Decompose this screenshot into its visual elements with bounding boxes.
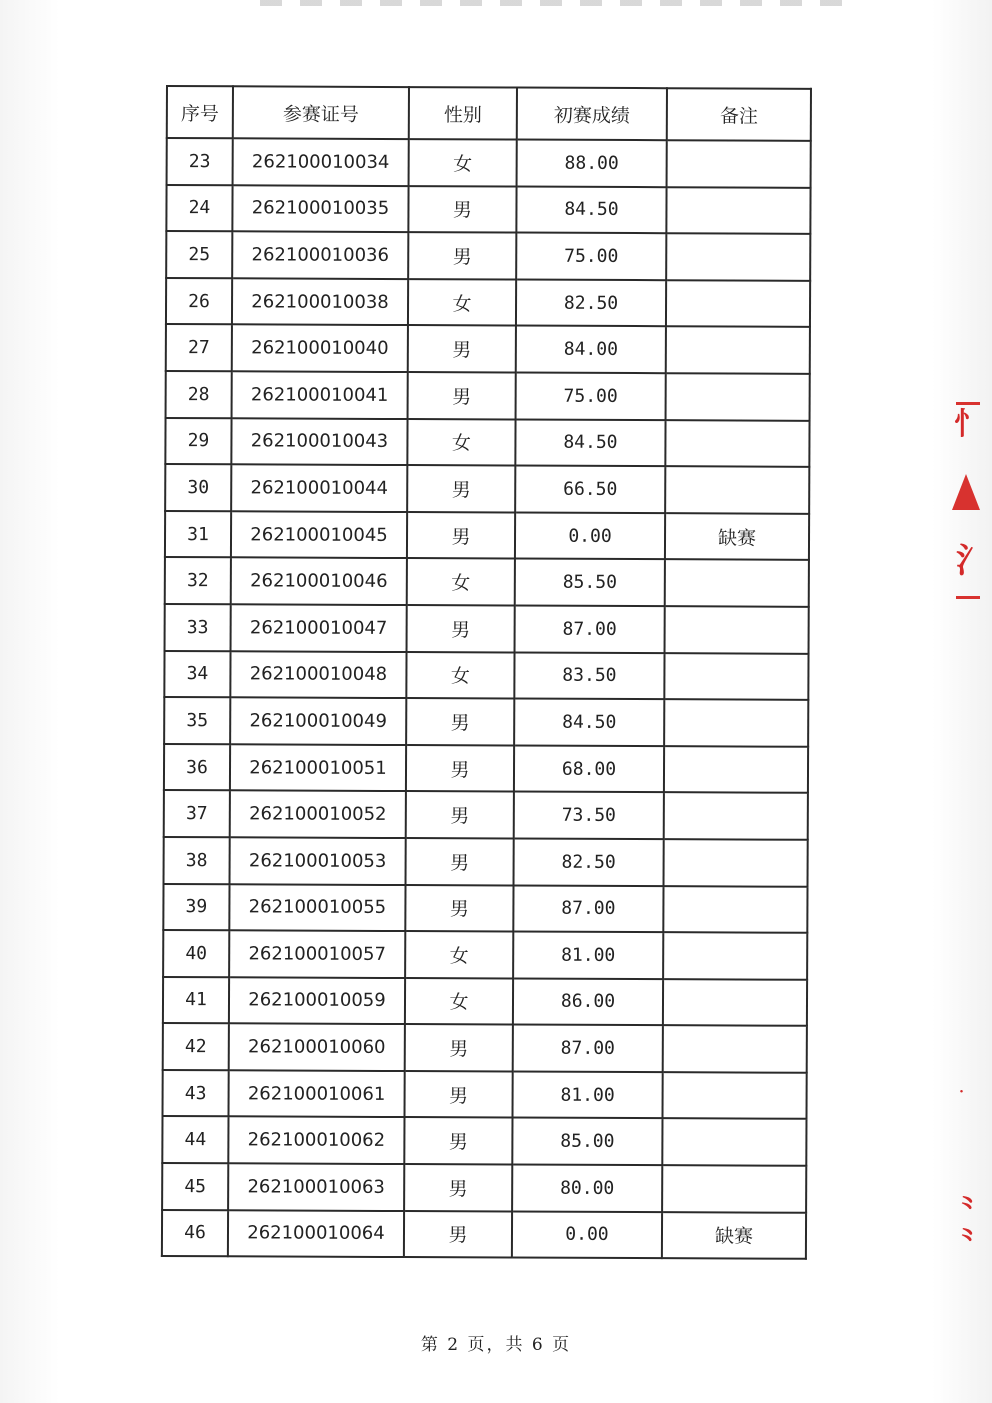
cell-no: 35 — [164, 697, 230, 744]
cell-score: 82.50 — [516, 279, 666, 326]
cell-note — [665, 466, 809, 513]
table-row — [166, 185, 810, 234]
cell-gender: 女 — [407, 419, 515, 466]
table-header-row — [167, 86, 811, 141]
cell-note — [665, 560, 809, 607]
cell-score: 87.00 — [513, 1025, 663, 1072]
cell-id: 262100010055 — [229, 884, 405, 931]
seal-line — [956, 402, 980, 405]
cell-gender: 女 — [409, 139, 517, 186]
cell-note — [666, 187, 810, 234]
cell-note — [662, 1165, 806, 1212]
cell-score: 82.50 — [514, 838, 664, 885]
cell-gender: 男 — [406, 791, 514, 838]
cell-id: 262100010040 — [232, 325, 408, 372]
cell-no: 27 — [166, 324, 232, 371]
table-row — [164, 651, 808, 700]
seal-mark: ⺖ — [954, 407, 984, 442]
cell-note — [663, 979, 807, 1026]
cell-note — [666, 327, 810, 374]
cell-note — [664, 839, 808, 886]
cell-score: 83.50 — [514, 652, 664, 699]
cell-score: 87.00 — [513, 885, 663, 932]
cell-id: 262100010036 — [232, 231, 408, 278]
cell-note — [666, 280, 810, 327]
cell-id: 262100010038 — [232, 278, 408, 325]
cell-id: 262100010061 — [228, 1070, 404, 1117]
seal-mark: ⺀ — [955, 1226, 982, 1256]
cell-score: 75.00 — [516, 372, 666, 419]
cell-id: 262100010034 — [233, 138, 409, 185]
cell-no: 46 — [162, 1210, 228, 1257]
cell-gender: 男 — [407, 512, 515, 559]
table-body — [162, 138, 811, 1259]
seal-mark: ˙ — [957, 1088, 966, 1109]
cell-id: 262100010052 — [230, 791, 406, 838]
cell-id: 262100010049 — [230, 697, 406, 744]
cell-gender: 男 — [408, 232, 516, 279]
table-row — [166, 278, 810, 327]
cell-no: 23 — [167, 138, 233, 185]
cell-note: 缺赛 — [665, 513, 809, 560]
table-row — [165, 464, 809, 513]
cell-score: 88.00 — [517, 140, 667, 187]
cell-id: 262100010057 — [229, 930, 405, 977]
cell-no: 43 — [162, 1070, 228, 1117]
table-row — [165, 557, 809, 606]
cell-note — [662, 1072, 806, 1119]
cell-id: 262100010041 — [232, 371, 408, 418]
header-no: 序号 — [167, 86, 233, 138]
cell-note — [665, 606, 809, 653]
cell-gender: 男 — [407, 605, 515, 652]
cell-gender: 男 — [407, 465, 515, 512]
cell-no: 34 — [164, 651, 230, 698]
cell-note: 缺赛 — [662, 1212, 806, 1259]
table-row — [164, 744, 808, 793]
cell-no: 32 — [165, 557, 231, 604]
table-row — [164, 697, 808, 746]
cell-no: 37 — [164, 790, 230, 837]
header-gender: 性别 — [409, 87, 517, 139]
table-row — [166, 231, 810, 280]
cell-gender: 女 — [405, 931, 513, 978]
cell-note — [663, 932, 807, 979]
cell-no: 28 — [166, 371, 232, 418]
cell-score: 86.00 — [513, 978, 663, 1025]
cell-gender: 女 — [405, 978, 513, 1025]
table-row — [162, 1116, 806, 1165]
table-row — [167, 138, 811, 187]
cell-score: 75.00 — [516, 233, 666, 280]
cell-gender: 男 — [406, 838, 514, 885]
cell-no: 42 — [163, 1023, 229, 1070]
cell-id: 262100010063 — [228, 1163, 404, 1210]
table-row — [165, 418, 809, 467]
cell-id: 262100010047 — [231, 604, 407, 651]
cell-note — [667, 140, 811, 187]
cell-id: 262100010043 — [231, 418, 407, 465]
cell-id: 262100010053 — [230, 837, 406, 884]
cell-no: 39 — [163, 883, 229, 930]
header-note: 备注 — [667, 88, 811, 141]
cell-note — [664, 792, 808, 839]
cell-note — [662, 1119, 806, 1166]
table-row — [165, 604, 809, 653]
table-row — [165, 511, 809, 560]
cell-id: 262100010035 — [232, 185, 408, 232]
table-row — [162, 1163, 806, 1212]
cell-no: 26 — [166, 278, 232, 325]
cell-gender: 男 — [408, 186, 516, 233]
cell-no: 24 — [166, 185, 232, 232]
cell-no: 38 — [164, 837, 230, 884]
cell-gender: 女 — [406, 652, 514, 699]
cell-score: 81.00 — [513, 932, 663, 979]
cell-gender: 男 — [408, 372, 516, 419]
cell-score: 73.50 — [514, 792, 664, 839]
cell-gender: 男 — [405, 1024, 513, 1071]
cell-gender: 男 — [405, 885, 513, 932]
cell-gender: 男 — [404, 1211, 512, 1258]
cell-score: 80.00 — [512, 1165, 662, 1212]
cell-id: 262100010046 — [231, 558, 407, 605]
cell-score: 84.50 — [516, 186, 666, 233]
table-row — [163, 977, 807, 1026]
cell-gender: 女 — [407, 558, 515, 605]
cell-no: 29 — [165, 418, 231, 465]
cell-id: 262100010045 — [231, 511, 407, 558]
cell-gender: 男 — [406, 745, 514, 792]
cell-no: 25 — [166, 231, 232, 278]
table-row — [162, 1070, 806, 1119]
table-row — [166, 371, 810, 420]
cell-gender: 男 — [404, 1118, 512, 1165]
cell-score: 85.50 — [515, 559, 665, 606]
cell-id: 262100010064 — [228, 1210, 404, 1257]
seal-line — [956, 596, 980, 599]
cell-score: 84.50 — [515, 419, 665, 466]
cell-id: 262100010060 — [229, 1024, 405, 1071]
cell-gender: 男 — [404, 1071, 512, 1118]
cell-score: 84.00 — [516, 326, 666, 373]
cell-id: 262100010059 — [229, 977, 405, 1024]
cell-note — [664, 653, 808, 700]
cell-note — [666, 373, 810, 420]
cell-gender: 女 — [408, 279, 516, 326]
cell-score: 87.00 — [515, 605, 665, 652]
cell-note — [665, 420, 809, 467]
score-table — [161, 85, 812, 1260]
cell-no: 41 — [163, 977, 229, 1024]
cell-score: 85.00 — [512, 1118, 662, 1165]
seal-star — [952, 474, 980, 510]
seal-mark: ⺡ — [956, 541, 990, 581]
cell-no: 30 — [165, 464, 231, 511]
cell-score: 84.50 — [514, 699, 664, 746]
cell-no: 33 — [165, 604, 231, 651]
cell-note — [664, 699, 808, 746]
cell-note — [663, 1025, 807, 1072]
scan-artifact — [260, 0, 850, 6]
header-score: 初赛成绩 — [517, 88, 667, 141]
cell-no: 40 — [163, 930, 229, 977]
cell-note — [664, 746, 808, 793]
cell-gender: 男 — [406, 698, 514, 745]
cell-no: 36 — [164, 744, 230, 791]
cell-score: 68.00 — [514, 745, 664, 792]
cell-id: 262100010044 — [231, 464, 407, 511]
table-row — [164, 837, 808, 886]
cell-gender: 男 — [404, 1164, 512, 1211]
cell-id: 262100010051 — [230, 744, 406, 791]
cell-score: 0.00 — [515, 512, 665, 559]
cell-no: 44 — [162, 1116, 228, 1163]
table-row — [164, 790, 808, 839]
table-row — [166, 324, 810, 373]
table-row — [162, 1210, 806, 1259]
cell-score: 81.00 — [512, 1071, 662, 1118]
table-row — [163, 1023, 807, 1072]
cell-no: 31 — [165, 511, 231, 558]
cell-score: 0.00 — [512, 1211, 662, 1258]
cell-note — [663, 886, 807, 933]
page-footer: 第 2 页，共 6 页 — [420, 1335, 572, 1355]
table-row — [163, 883, 807, 932]
seal-mark: ⺀ — [955, 1194, 982, 1224]
cell-no: 45 — [162, 1163, 228, 1210]
cell-note — [666, 233, 810, 280]
header-id: 参赛证号 — [233, 86, 409, 139]
cell-id: 262100010048 — [230, 651, 406, 698]
cell-gender: 男 — [408, 325, 516, 372]
score-table-container — [161, 85, 810, 1260]
table-row — [163, 930, 807, 979]
cell-id: 262100010062 — [228, 1117, 404, 1164]
cell-score: 66.50 — [515, 466, 665, 513]
